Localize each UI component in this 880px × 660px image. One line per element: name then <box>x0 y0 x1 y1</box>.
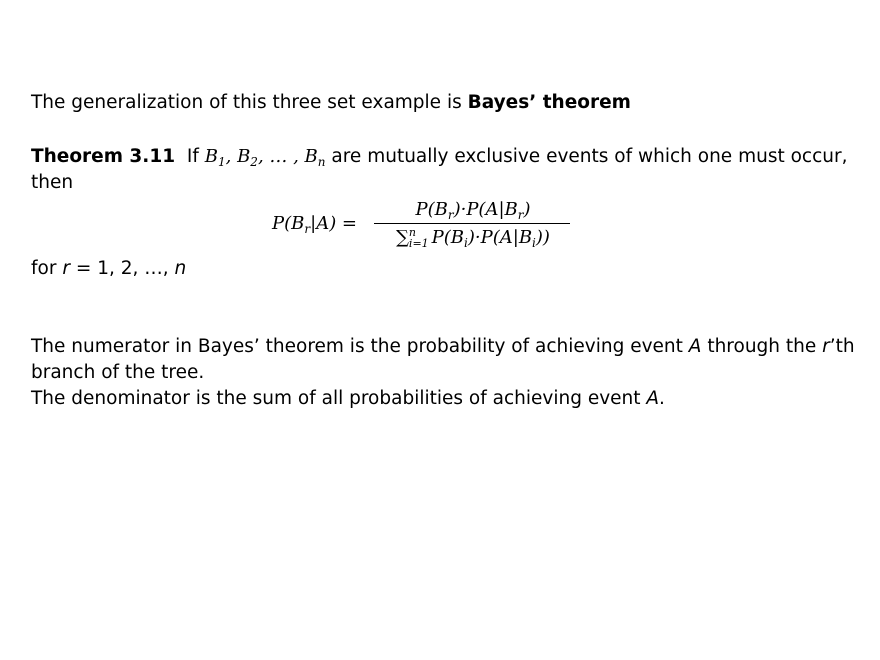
set-bn: $B_n$ <box>304 146 326 169</box>
sigma-symbol: ∑ <box>396 227 409 248</box>
set-comma: , <box>225 146 238 167</box>
formula-lhs: $P(B_r|A)$ = <box>272 213 358 236</box>
numerator-explanation-line2: branch of the tree. <box>31 362 205 383</box>
denominator-explanation: The denominator is the sum of all probabilities of achieving event A. <box>31 388 665 409</box>
formula-denominator: ∑n i=1 $P(B_i)\cdot P(A|B_i)$) <box>396 226 550 250</box>
set-b1: $B_1$ <box>204 146 226 169</box>
intro-text: The generalization of this three set example is <box>31 92 468 113</box>
theorem-line <box>31 144 847 175</box>
formula-fraction <box>374 196 572 252</box>
intro-line <box>31 90 631 116</box>
sum-limits: n i=1 <box>408 226 429 250</box>
theorem-if: If <box>186 146 199 167</box>
formula-numerator: $P(B_r)\cdot P(A|B_r)$ <box>415 199 531 222</box>
set-ellipsis: , … , <box>257 146 305 167</box>
theorem-text: are mutually exclusive events of which one must occur, <box>325 146 848 167</box>
set-b2: $B_2$ <box>237 146 258 169</box>
intro-bold-term: Bayes’ theorem <box>467 92 631 113</box>
numerator-explanation: The numerator in Bayes’ theorem is the probability of achieving event A through the r’th <box>31 336 855 357</box>
theorem-label: Theorem 3.11 <box>31 146 176 167</box>
theorem-then: then <box>31 172 74 193</box>
for-line: for r = 1, 2, …, n <box>31 258 187 279</box>
